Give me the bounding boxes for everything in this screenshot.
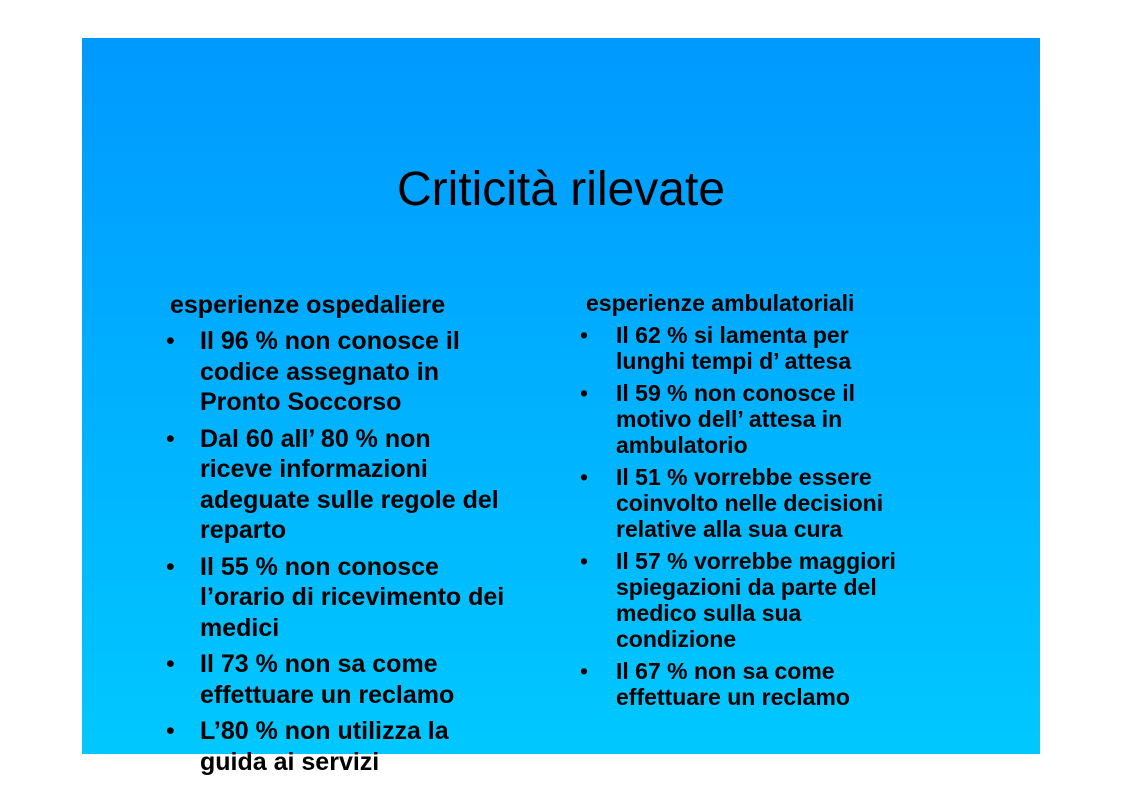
- list-item-text: Il 55 % non conosce l’orario di ricevimento dei medici: [200, 552, 505, 642]
- bullet-icon: •: [580, 464, 589, 490]
- list-item-text: Il 67 % non sa come effettuare un reclamo: [616, 658, 850, 710]
- list-item-text: Il 96 % non conosce il codice assegnato in Pronto Soccorso: [200, 327, 460, 416]
- slide-title: Criticità rilevate: [396, 163, 726, 216]
- bullet-icon: •: [166, 424, 175, 453]
- list-item-text: Il 57 % vorrebbe maggiori spiegazioni da parte del medico sulla sua condizione: [616, 548, 896, 652]
- left-column-list: [166, 326, 546, 783]
- bullet-icon: •: [166, 717, 175, 745]
- list-item-text: Dal 60 all’ 80 % non riceve informazioni adeguate sulle regole del reparto: [200, 424, 499, 544]
- list-item: [580, 322, 960, 374]
- list-item-text: Il 62 % si lamenta per lunghi tempi d’ attesa: [616, 322, 852, 374]
- list-item: [166, 649, 546, 710]
- right-column-list: [580, 322, 960, 716]
- bullet-icon: •: [580, 658, 589, 684]
- list-item-text: L’80 % non utilizza la guida ai servizi: [200, 717, 449, 776]
- bullet-icon: •: [580, 380, 589, 406]
- list-item: [580, 658, 960, 710]
- left-column-heading: esperienze ospedaliere: [170, 291, 446, 319]
- list-item: [580, 464, 960, 542]
- bullet-icon: •: [166, 552, 175, 581]
- slide: [82, 38, 1040, 776]
- bullet-icon: •: [166, 327, 175, 355]
- list-item-text: Il 59 % non conosce il motivo dell’ attesa in ambulatorio: [616, 380, 856, 458]
- list-item-text: Il 51 % vorrebbe essere coinvolto nelle decisioni relative alla sua cura: [616, 464, 884, 542]
- list-item: [166, 326, 546, 418]
- list-item: [166, 552, 546, 644]
- list-item: [580, 380, 960, 458]
- list-item-text: Il 73 % non sa come effettuare un reclamo: [200, 650, 455, 709]
- right-column-heading: esperienze ambulatoriali: [586, 290, 855, 316]
- list-item: [166, 424, 546, 546]
- bullet-icon: •: [580, 322, 589, 348]
- bullet-icon: •: [166, 650, 175, 678]
- list-item: [166, 716, 546, 777]
- bullet-icon: •: [580, 548, 589, 574]
- list-item: [580, 548, 960, 652]
